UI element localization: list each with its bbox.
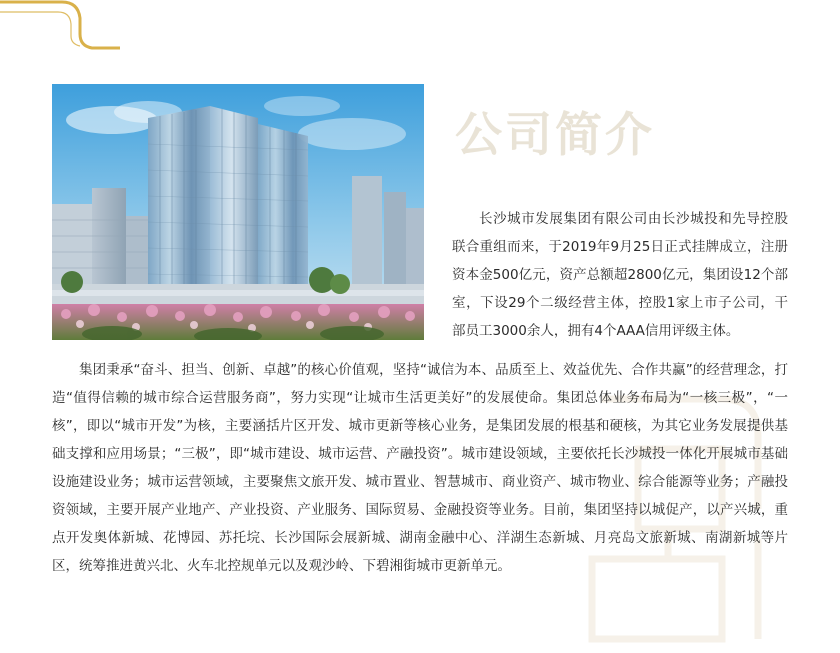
page-title: 公司简介 bbox=[455, 108, 655, 163]
office-towers-photo bbox=[52, 84, 424, 340]
body-paragraph: 集团秉承“奋斗、担当、创新、卓越”的核心价值观，坚持“诚信为本、品质至上、效益优先、合作共赢”的经营理念，打造“值得信赖的城市综合运营服务商”，努力实现“让城市生活更美好”的发展使命。集团总体业务布局为“一核三极”，“一核”，即以“城市开发”为核，主要涵括片区开发、城市更新等核心业务，是集团发展的根基和硬核，为其它业务发展提供基础支撑和应用场景；“三极”，即“城市建设、城市运营、产融投资”。城市建设领域，主要依托长沙城投一体化开展城市基础设施建设业务；城市运营领域，主要聚焦文旅开发、城市置业、智慧城市、商业资产、城市物业、综合能源等业务；产融投资领域，主要开展产业地产、产业投资、产业服务、国际贸易、金融投资等业务。目前，集团坚持以城促产，以产兴城，重点开发奥体新城、花博园、苏托垸、长沙国际会展新城、湖南金融中心、洋湖生态新城、月亮岛文旅新城、南湖新城等片区，统筹推进黄兴北、火车北控规单元以及观沙岭、下碧湘街城市更新单元。 bbox=[52, 362, 788, 574]
top-left-bracket-ornament bbox=[0, 0, 120, 64]
intro-paragraph: 长沙城市发展集团有限公司由长沙城投和先导控股联合重组而来，于2019年9月25日正式挂牌成立，注册资本金500亿元，资产总额超2800亿元，集团设12个部室，下设29个二级经营主体，控股1家上市子公司，干部员工3000余人，拥有4个AAA信用评级主体。 bbox=[452, 211, 788, 339]
